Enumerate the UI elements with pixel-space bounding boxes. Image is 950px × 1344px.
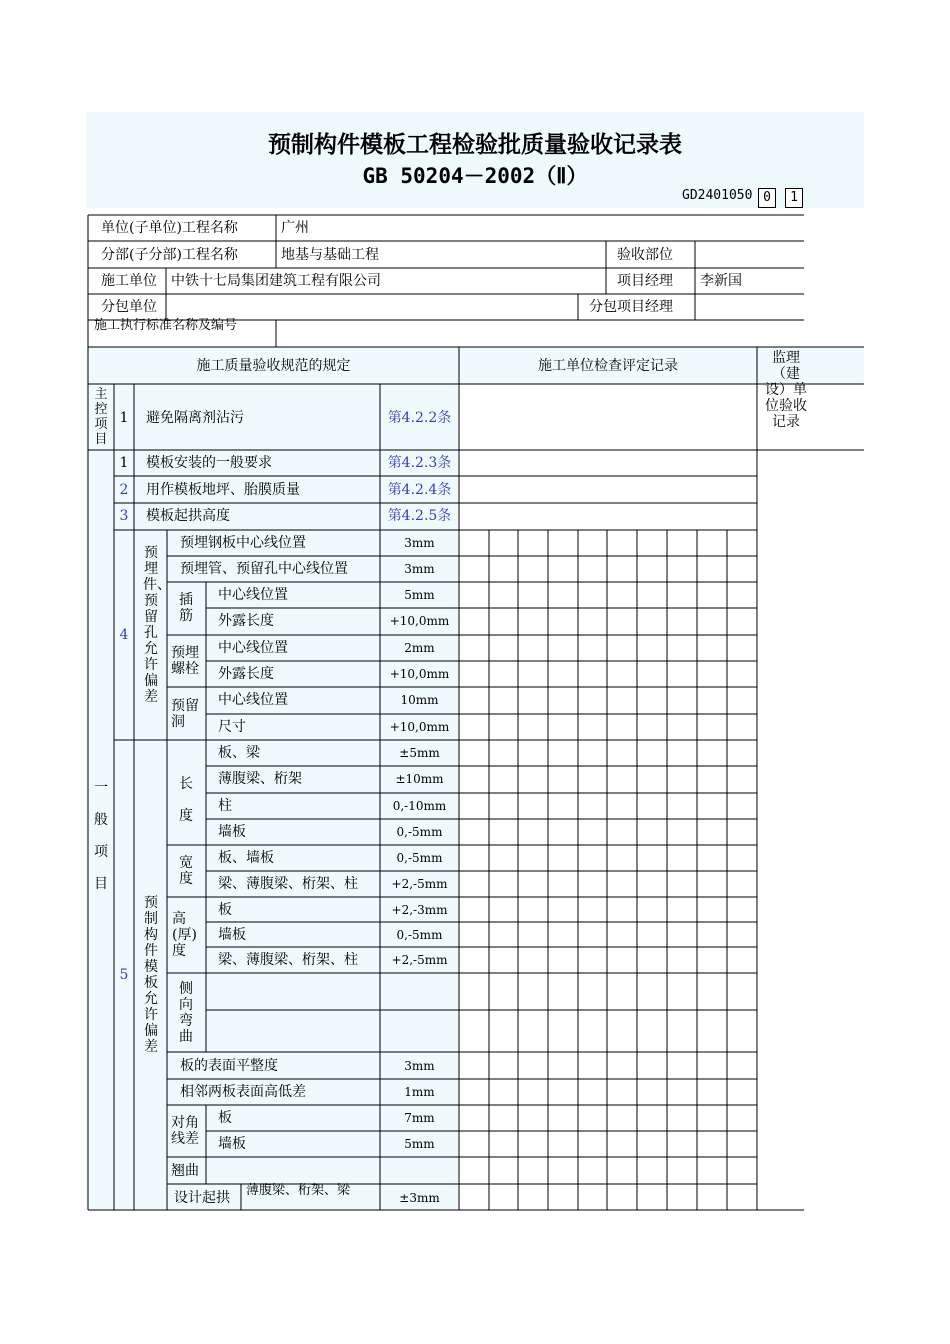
item5-row-name: 墙板: [218, 824, 246, 840]
item4-group-label: 预留洞: [171, 698, 199, 730]
item5-no: 5: [119, 967, 129, 983]
constructor-value[interactable]: 中铁十七局集团建筑工程有限公司: [171, 273, 381, 289]
item5-camber-label: 设计起拱: [174, 1190, 230, 1206]
item5-row-name: 柱: [218, 798, 232, 814]
main-item-name: 避免隔离剂沾污: [146, 410, 244, 426]
item4-row-name: 外露长度: [218, 613, 274, 629]
item5-row-tol: +2,-5mm: [391, 877, 448, 891]
item5-row-tol: +2,-5mm: [391, 953, 448, 967]
item5-row-tol: 0,-5mm: [396, 928, 443, 942]
item4-row-tol: 10mm: [400, 693, 439, 707]
item5-row-tol: 0,-10mm: [392, 799, 447, 813]
item4-group-label: 插筋: [179, 592, 193, 624]
item4-row-tol: 5mm: [404, 588, 435, 602]
item5-row-name: 相邻两板表面高低差: [180, 1084, 306, 1100]
item5-row-name: 梁、薄腹梁、桁架、柱: [218, 952, 358, 968]
item5-row-tol: ±5mm: [399, 746, 440, 760]
sub-label: 分包单位: [101, 299, 157, 315]
item4-row-name: 中心线位置: [218, 640, 288, 656]
item4-row-name: 预埋管、预留孔中心线位置: [180, 561, 348, 577]
item4-label: 预埋件、预留孔允许偏差: [143, 545, 171, 705]
general-item-name: 用作模板地坪、胎膜质量: [146, 482, 300, 498]
item5-group-label: 侧向弯曲: [179, 981, 193, 1045]
pm-label: 项目经理: [617, 273, 673, 289]
item5-label: 预制构件模板允许偏差: [144, 895, 158, 1055]
form-title: 预制构件模板工程检验批质量验收记录表: [268, 132, 682, 158]
general-item-name: 模板起拱高度: [146, 508, 230, 524]
item4-row-name: 尺寸: [218, 719, 246, 735]
item4-row-name: 外露长度: [218, 666, 274, 682]
item5-row-tol: +2,-3mm: [391, 903, 448, 917]
general-item-name: 模板安装的一般要求: [146, 455, 272, 471]
item5-row-tol: 7mm: [404, 1111, 435, 1125]
main-item-clause[interactable]: 第4.2.2条: [387, 410, 452, 426]
code-box[interactable]: 0: [758, 188, 776, 208]
item5-row-tol: 3mm: [404, 1059, 435, 1073]
std-label: 施工执行标准名称及编号: [94, 318, 238, 333]
item5-row-tol: 0,-5mm: [396, 851, 443, 865]
item4-row-tol: +10,0mm: [389, 614, 450, 628]
unit-value[interactable]: 广州: [281, 220, 309, 236]
item4-row-name: 预埋钢板中心线位置: [180, 535, 306, 551]
unit-label: 单位(子单位)工程名称: [101, 220, 238, 236]
item5-row-name: 板: [218, 1110, 232, 1126]
item5-camber-name: 薄腹梁、桁架、梁: [246, 1183, 351, 1198]
record-header: 施工单位检查评定记录: [538, 358, 678, 374]
item5-group-label: 长度: [179, 776, 193, 824]
item4-row-name: 中心线位置: [218, 587, 288, 603]
item5-row-name: 墙板: [218, 927, 246, 943]
item5-row-tol: 1mm: [404, 1085, 435, 1099]
item5-camber-tol: ±3mm: [399, 1191, 440, 1205]
division-label: 分部(子分部)工程名称: [101, 247, 238, 263]
item4-row-tol: +10,0mm: [389, 667, 450, 681]
item4-row-tol: +10,0mm: [389, 720, 450, 734]
code-box[interactable]: 1: [785, 188, 803, 208]
item5-warp-label: 翘曲: [171, 1163, 199, 1179]
pm-value[interactable]: 李新国: [700, 273, 742, 289]
spec-header: 施工质量验收规范的规定: [196, 358, 351, 374]
item4-row-tol: 3mm: [404, 562, 435, 576]
item4-row-tol: 3mm: [404, 536, 435, 550]
main-item-no: 1: [119, 410, 129, 426]
form-code: GD2401050: [682, 188, 753, 203]
item4-row-tol: 2mm: [404, 641, 435, 655]
item4-row-name: 中心线位置: [218, 692, 288, 708]
item4-no: 4: [119, 627, 129, 643]
supervisor-header: 监理（建设）单位验收记录: [765, 350, 807, 430]
item5-row-name: 薄腹梁、桁架: [218, 771, 302, 787]
item5-row-tol: ±10mm: [395, 772, 444, 786]
item5-row-tol: 5mm: [404, 1137, 435, 1151]
item5-row-name: 板、梁: [218, 745, 260, 761]
item5-diag-label: 对角线差: [171, 1115, 199, 1147]
item5-row-tol: 0,-5mm: [396, 825, 443, 839]
general-item-no: 2: [119, 482, 129, 498]
general-item-no: 1: [119, 455, 129, 471]
item4-group-label: 预埋螺栓: [171, 645, 199, 677]
constructor-label: 施工单位: [101, 273, 157, 289]
general-item-no: 3: [119, 508, 129, 524]
item5-group-label: 高(厚)度: [172, 911, 197, 959]
item5-row-name: 板的表面平整度: [180, 1058, 278, 1074]
general-item-clause[interactable]: 第4.2.5条: [387, 508, 452, 524]
item5-row-name: 板: [218, 902, 232, 918]
general-item-clause[interactable]: 第4.2.3条: [387, 455, 452, 471]
item5-group-label: 宽度: [179, 855, 193, 887]
general-label: 一般项目: [94, 780, 108, 892]
general-item-clause[interactable]: 第4.2.4条: [387, 482, 452, 498]
main-control-label: 主控项目: [94, 387, 108, 447]
accept-part-label: 验收部位: [617, 247, 673, 263]
item5-row-name: 梁、薄腹梁、桁架、柱: [218, 876, 358, 892]
division-value[interactable]: 地基与基础工程: [281, 247, 379, 263]
item5-row-name: 板、墙板: [218, 850, 274, 866]
sub-pm-label: 分包项目经理: [589, 299, 673, 315]
standard-code: GB 50204－2002（Ⅱ）: [362, 164, 588, 188]
item5-row-name: 墙板: [218, 1136, 246, 1152]
